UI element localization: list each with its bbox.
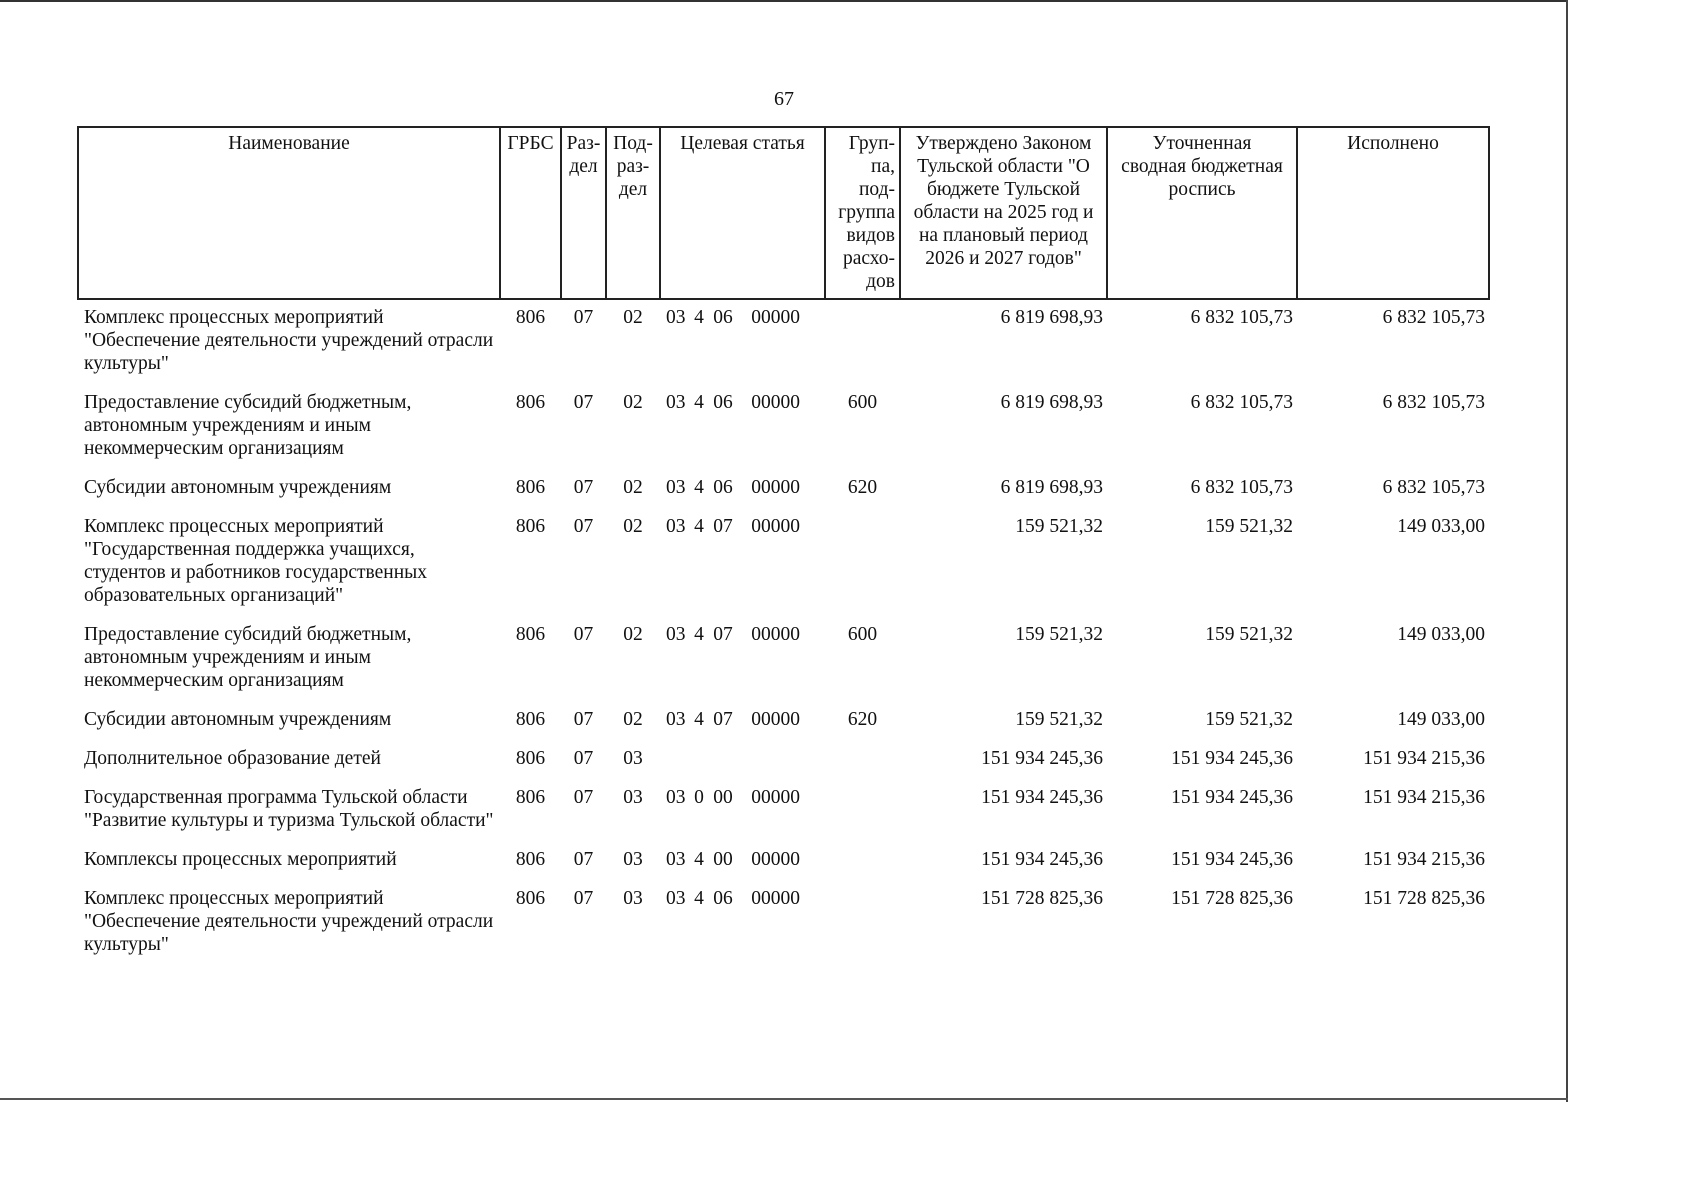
target-structure: 07 [713,624,733,645]
header-target: Целевая статья [660,127,825,299]
row-podrazdel: 02 [623,307,643,328]
budget-table [77,126,1490,966]
row-grbs: 806 [515,709,546,730]
row-name: Предоставление субсидий бюджетным, автономным учреждениям и иным некоммерческим организациям [84,624,412,691]
row-approved: 159 521,32 [1015,624,1103,645]
row-razdel: 07 [573,787,594,808]
row-name: Комплекс процессных мероприятий "Государственная поддержка учащихся, студентов и работников государственных образовательных организаций" [84,516,428,606]
row-executed: 6 832 105,73 [1382,392,1485,413]
row-podrazdel: 02 [623,516,643,537]
row-approved: 151 934 245,36 [981,849,1103,870]
header-podrazdel: Под- раз- дел [606,127,660,299]
row-group [825,842,900,881]
row-target [660,702,825,741]
target-type: 4 [694,477,704,498]
row-group: 600 [847,624,878,645]
bottom-border-line [0,1098,1568,1100]
target-structure: 07 [713,709,733,730]
table-row [78,702,1489,741]
table-row [78,780,1489,842]
target-program: 03 [666,477,686,498]
header-group: Груп- па, под- группа видов расхо- дов [825,127,900,299]
row-approved: 6 819 698,93 [1000,477,1103,498]
target-program: 03 [666,624,686,645]
row-grbs: 806 [515,849,546,870]
row-name: Комплексы процессных мероприятий [84,849,397,870]
target-program: 03 [666,849,686,870]
target-structure: 06 [713,477,733,498]
row-group: 620 [847,709,878,730]
target-structure: 07 [713,516,733,537]
target-direction: 00000 [751,787,800,808]
row-target [660,617,825,702]
row-target [660,299,825,385]
target-type: 4 [694,888,704,909]
row-group [825,299,900,385]
row-executed: 151 728 825,36 [1363,888,1485,909]
row-refined: 159 521,32 [1205,624,1293,645]
row-grbs: 806 [515,477,546,498]
row-target [660,780,825,842]
table-row [78,842,1489,881]
row-grbs: 806 [515,516,546,537]
table-header [78,127,1489,299]
header-grbs: ГРБС [500,127,561,299]
row-executed: 149 033,00 [1397,516,1485,537]
target-type: 4 [694,849,704,870]
target-direction: 00000 [751,516,800,537]
row-executed: 149 033,00 [1397,709,1485,730]
row-approved: 151 934 245,36 [981,787,1103,808]
target-program: 03 [666,307,686,328]
row-executed: 6 832 105,73 [1382,307,1485,328]
row-podrazdel: 02 [623,477,643,498]
header-refined: Уточненная сводная бюджетная роспись [1107,127,1297,299]
row-target [660,385,825,470]
row-approved: 6 819 698,93 [1000,307,1103,328]
target-type: 4 [694,392,704,413]
row-razdel: 07 [573,516,594,537]
row-target [660,881,825,966]
row-group [825,509,900,617]
row-name: Комплекс процессных мероприятий "Обеспечение деятельности учреждений отрасли культуры" [84,888,494,955]
row-podrazdel: 03 [623,888,643,909]
row-podrazdel: 02 [623,392,643,413]
row-approved: 151 934 245,36 [981,748,1103,769]
header-executed: Исполнено [1297,127,1489,299]
row-grbs: 806 [515,392,546,413]
target-structure: 06 [713,888,733,909]
target-program: 03 [666,392,686,413]
row-approved: 159 521,32 [1015,516,1103,537]
target-program: 03 [666,709,686,730]
row-approved: 159 521,32 [1015,709,1103,730]
target-structure: 00 [713,849,733,870]
row-target [660,509,825,617]
top-border-line [0,0,1568,2]
row-podrazdel: 02 [623,709,643,730]
row-refined: 151 934 245,36 [1171,748,1293,769]
right-border-line [1566,0,1568,1102]
row-refined: 6 832 105,73 [1190,307,1293,328]
target-type: 4 [694,307,704,328]
row-executed: 151 934 215,36 [1363,787,1485,808]
row-refined: 151 728 825,36 [1171,888,1293,909]
row-podrazdel: 02 [623,624,643,645]
row-group [825,881,900,966]
row-grbs: 806 [515,888,546,909]
table-row [78,881,1489,966]
table-row [78,509,1489,617]
page-number: 67 [774,88,794,110]
table-row [78,385,1489,470]
row-name: Государственная программа Тульской области "Развитие культуры и туризма Тульской области" [84,787,494,831]
row-name: Дополнительное образование детей [84,748,381,769]
target-program: 03 [666,516,686,537]
target-direction: 00000 [751,888,800,909]
target-direction: 00000 [751,477,800,498]
target-program: 03 [666,888,686,909]
row-name: Комплекс процессных мероприятий "Обеспечение деятельности учреждений отрасли культуры" [84,307,494,374]
row-podrazdel: 03 [623,849,643,870]
row-group: 620 [847,477,878,498]
row-razdel: 07 [573,477,594,498]
row-name: Субсидии автономным учреждениям [84,709,392,730]
row-refined: 151 934 245,36 [1171,787,1293,808]
target-structure: 06 [713,392,733,413]
row-executed: 151 934 215,36 [1363,849,1485,870]
row-executed: 151 934 215,36 [1363,748,1485,769]
target-direction: 00000 [751,392,800,413]
row-target [660,842,825,881]
row-refined: 6 832 105,73 [1190,392,1293,413]
row-razdel: 07 [573,307,594,328]
row-razdel: 07 [573,392,594,413]
target-structure: 06 [713,307,733,328]
row-razdel: 07 [573,624,594,645]
header-approved: Утверждено Законом Тульской области "О бюджете Тульской области на 2025 год и на плановый период 2026 и 2027 годов" [900,127,1107,299]
row-approved: 151 728 825,36 [981,888,1103,909]
row-group: 600 [847,392,878,413]
row-group [825,780,900,842]
table-row [78,741,1489,780]
row-refined: 159 521,32 [1205,516,1293,537]
target-type: 0 [694,787,704,808]
row-name: Предоставление субсидий бюджетным, автономным учреждениям и иным некоммерческим организациям [84,392,412,459]
row-razdel: 07 [573,849,594,870]
target-type: 4 [694,624,704,645]
header-name: Наименование [78,127,500,299]
row-group [825,741,900,780]
row-executed: 149 033,00 [1397,624,1485,645]
row-refined: 159 521,32 [1205,709,1293,730]
row-grbs: 806 [515,307,546,328]
row-refined: 6 832 105,73 [1190,477,1293,498]
row-refined: 151 934 245,36 [1171,849,1293,870]
table-row [78,617,1489,702]
target-type: 4 [694,516,704,537]
row-grbs: 806 [515,787,546,808]
row-grbs: 806 [515,624,546,645]
target-direction: 00000 [751,709,800,730]
row-target [660,741,825,780]
row-target [660,470,825,509]
row-razdel: 07 [573,709,594,730]
target-type: 4 [694,709,704,730]
table-body [78,299,1489,966]
row-grbs: 806 [515,748,546,769]
row-razdel: 07 [573,748,594,769]
row-executed: 6 832 105,73 [1382,477,1485,498]
target-direction: 00000 [751,624,800,645]
header-razdel: Раз- дел [561,127,606,299]
row-podrazdel: 03 [623,787,643,808]
target-structure: 00 [713,787,733,808]
target-program: 03 [666,787,686,808]
target-direction: 00000 [751,849,800,870]
row-razdel: 07 [573,888,594,909]
table-row [78,299,1489,385]
row-name: Субсидии автономным учреждениям [84,477,392,498]
table-row [78,470,1489,509]
row-podrazdel: 03 [623,748,643,769]
row-approved: 6 819 698,93 [1000,392,1103,413]
target-direction: 00000 [751,307,800,328]
